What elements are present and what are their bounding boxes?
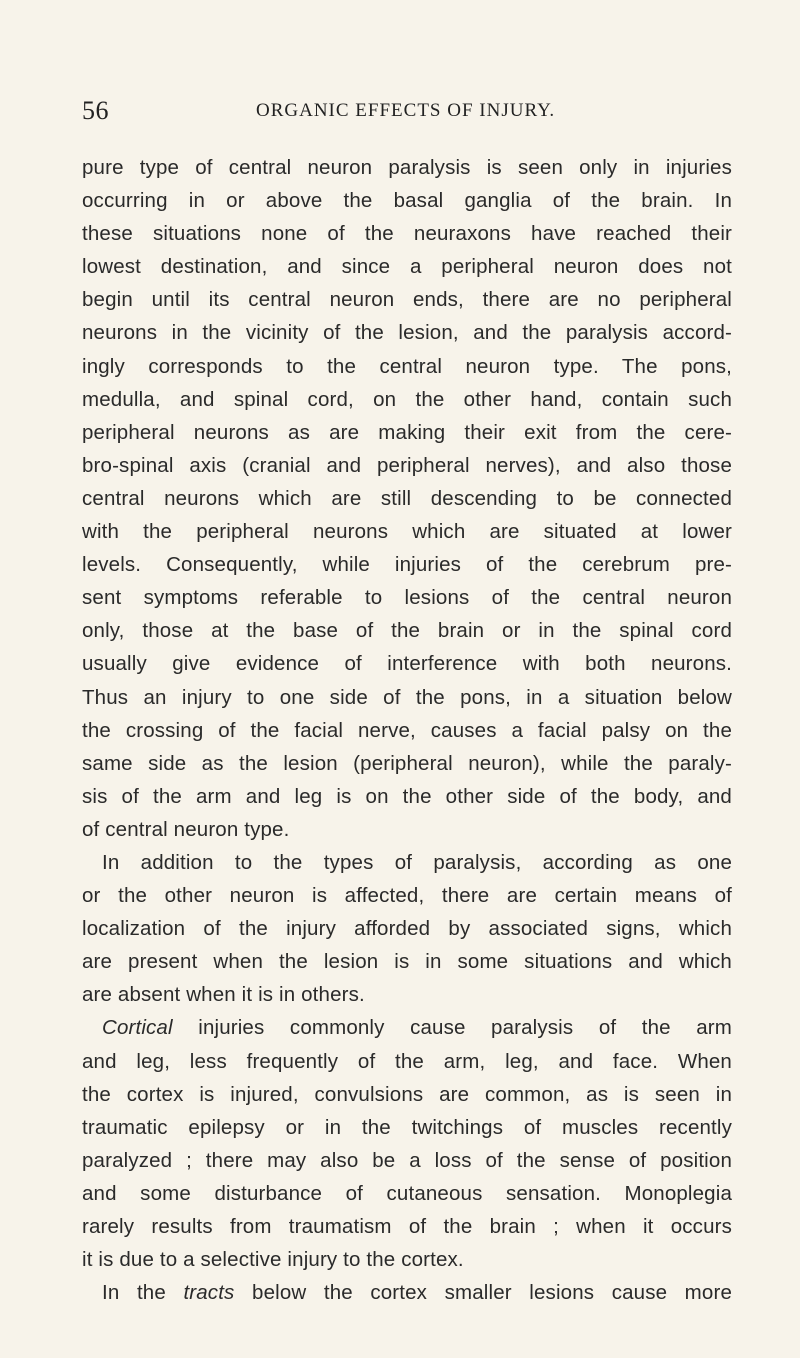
text-line-content: are absent when it is in others. [82, 983, 365, 1007]
text-line [82, 647, 732, 680]
text-line-content: and leg, less frequently of the arm, leg, and face. When [82, 1049, 732, 1073]
text-line [82, 813, 732, 846]
text-line [82, 1011, 732, 1044]
text-line-content: pure type of central neuron paralysis is seen only in injuries [82, 156, 732, 179]
page-number: 56 [82, 96, 109, 125]
text-line-content: neurons in the vicinity of the lesion, and the paralysis accord- [82, 321, 732, 345]
text-line-content: below the cortex smaller lesions cause more [234, 1281, 732, 1305]
text-line-content: same side as the lesion (peripheral neuron), while the paraly- [82, 751, 732, 775]
page-header [82, 96, 732, 130]
running-head: ORGANIC EFFECTS OF INJURY. [256, 100, 556, 121]
text-line [82, 383, 732, 416]
text-line-content: with the peripheral neurons which are situated at lower [82, 520, 732, 544]
text-line [82, 780, 732, 813]
text-line-content: the cortex is injured, convulsions are common, as is seen in [82, 1082, 732, 1106]
text-line [82, 1078, 732, 1111]
text-line [82, 1177, 732, 1210]
text-line [82, 714, 732, 747]
text-line-content: central neurons which are still descending to be connected [82, 486, 732, 510]
text-line [82, 978, 732, 1011]
text-line-content: ingly corresponds to the central neuron type. The pons, [82, 354, 732, 378]
text-line-content: levels. Consequently, while injuries of the cerebrum pre- [82, 553, 732, 577]
text-line-content: In addition to the types of paralysis, according as one [102, 850, 732, 874]
text-line-content: paralyzed ; there may also be a loss of the sense of position [82, 1148, 732, 1172]
text-line [82, 945, 732, 978]
text-line-content: injuries commonly cause paralysis of the arm [172, 1016, 732, 1040]
text-line-content: sis of the arm and leg is on the other side of the body, and [82, 784, 732, 808]
text-line [82, 1045, 732, 1078]
text-line-content: Thus an injury to one side of the pons, in a situation below [82, 685, 732, 709]
text-line-content: traumatic epilepsy or in the twitchings of muscles recently [82, 1115, 732, 1139]
text-line-content: localization of the injury afforded by associated signs, which [82, 917, 732, 941]
text-line [82, 912, 732, 945]
text-line [82, 548, 732, 581]
text-line [82, 747, 732, 780]
text-line [82, 1111, 732, 1144]
text-line [82, 581, 732, 614]
text-line [82, 416, 732, 449]
text-line [82, 1144, 732, 1177]
text-line [82, 681, 732, 714]
text-line [82, 184, 732, 217]
text-line [82, 283, 732, 316]
text-line [82, 879, 732, 912]
text-line-content: of central neuron type. [82, 817, 290, 841]
text-line-content: and some disturbance of cutaneous sensation. Monoplegia [82, 1181, 732, 1205]
text-line [82, 614, 732, 647]
text-line-content: or the other neuron is affected, there are certain means of [82, 884, 732, 908]
text-line [82, 316, 732, 349]
text-line [82, 482, 732, 515]
text-line-content: the crossing of the facial nerve, causes a facial palsy on the [82, 718, 732, 742]
body-text [82, 151, 732, 1309]
italic-term: Cortical [102, 1016, 173, 1040]
text-line-lead: In the [102, 1281, 184, 1305]
text-line [82, 217, 732, 250]
text-line [82, 151, 732, 184]
text-line-content: occurring in or above the basal ganglia of the brain. In [82, 189, 732, 213]
text-line-content: lowest destination, and since a peripheral neuron does not [82, 255, 732, 279]
text-line [82, 515, 732, 548]
text-line-content: bro-spinal axis (cranial and peripheral nerves), and also those [82, 453, 732, 477]
text-line-content: begin until its central neuron ends, there are no peripheral [82, 288, 732, 312]
italic-term: tracts [183, 1281, 235, 1305]
text-line-content: it is due to a selective injury to the cortex. [82, 1248, 464, 1272]
text-line-content: these situations none of the neuraxons have reached their [82, 222, 732, 246]
text-line [82, 1243, 732, 1276]
text-line-content: only, those at the base of the brain or in the spinal cord [82, 619, 732, 643]
text-line-content: are present when the lesion is in some situations and which [82, 950, 732, 974]
text-line [82, 846, 732, 879]
text-line [82, 1276, 732, 1309]
text-line-content: sent symptoms referable to lesions of the central neuron [82, 586, 732, 610]
text-line [82, 449, 732, 482]
text-line [82, 1210, 732, 1243]
text-line-content: usually give evidence of interference with both neurons. [82, 652, 732, 676]
text-line-content: peripheral neurons as are making their exit from the cere- [82, 420, 732, 444]
text-line [82, 350, 732, 383]
text-line-content: rarely results from traumatism of the brain ; when it occurs [82, 1215, 732, 1238]
text-line [82, 250, 732, 283]
text-line-content: medulla, and spinal cord, on the other hand, contain such [82, 387, 732, 411]
